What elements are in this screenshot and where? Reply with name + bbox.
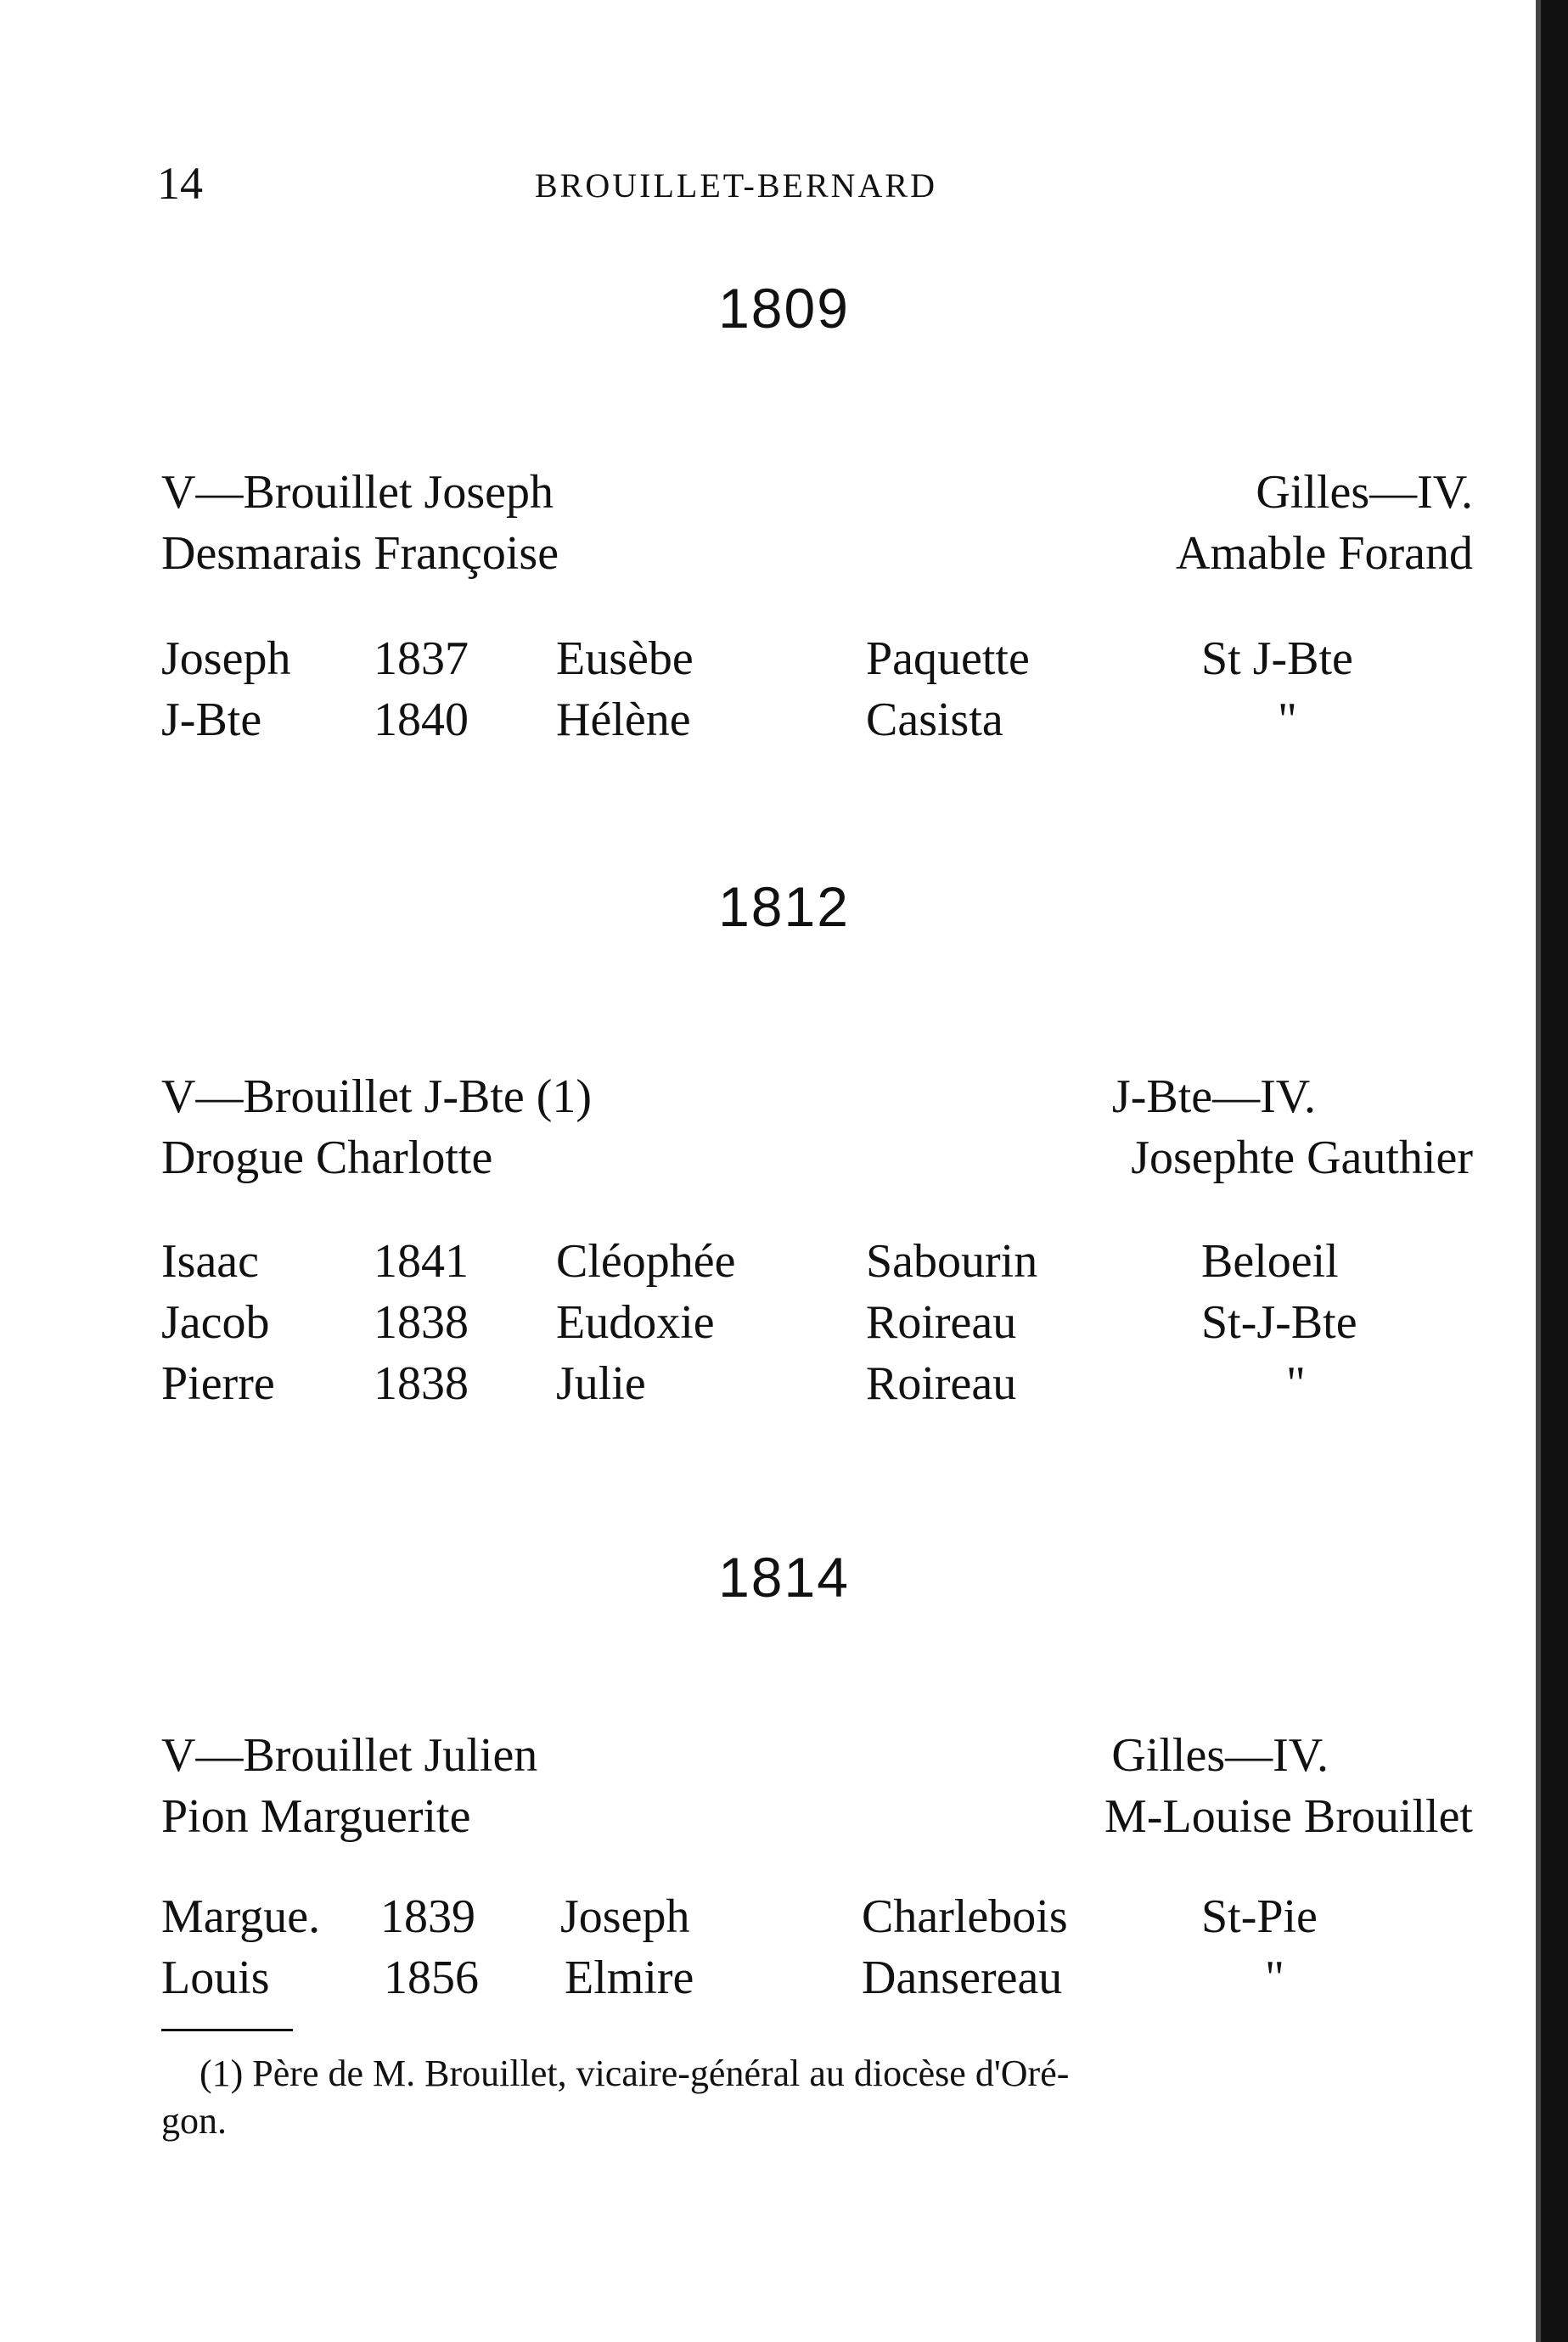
husband-name: V—Brouillet J-Bte (1) (161, 1070, 593, 1123)
child-name: Isaac (161, 1235, 260, 1288)
wife-row (161, 1127, 1473, 1188)
husband-row (161, 462, 1473, 523)
husband-father: J-Bte—IV. (1111, 1070, 1316, 1123)
child-row (161, 1292, 1473, 1353)
husband-father: Gilles—IV. (1256, 466, 1473, 519)
child-name: Pierre (161, 1357, 275, 1410)
wife-row (161, 1786, 1473, 1847)
children-list (161, 628, 1473, 750)
footnote-line: (1) Père de M. Brouillet, vicaire-général au diocèse d'Oré- (200, 2053, 1070, 2094)
child-row (161, 689, 1473, 750)
spouse-surname: Paquette (866, 632, 1030, 685)
children-list (161, 1231, 1473, 1414)
wife-parents: M-Louise Brouillet (1104, 1790, 1473, 1843)
couple-block (161, 1066, 1473, 1188)
footnote-rule (161, 2029, 293, 2031)
child-row (161, 1886, 1473, 1947)
page-number: 14 (157, 158, 203, 209)
spouse-surname: Charlebois (862, 1890, 1068, 1943)
wife-name: Desmarais Françoise (161, 527, 559, 580)
parish: St J-Bte (1201, 632, 1353, 685)
marriage-year: 1838 (374, 1296, 469, 1349)
spouse-name: Eusèbe (556, 632, 694, 685)
parish: " (1265, 1952, 1284, 2004)
wife-parents: Amable Forand (1176, 527, 1473, 580)
spouse-name: Elmire (565, 1952, 694, 2004)
section-year: 1809 (718, 277, 850, 340)
section-year: 1812 (718, 875, 850, 938)
wife-parents: Josephte Gauthier (1131, 1132, 1473, 1184)
spouse-name: Hélène (556, 694, 691, 746)
marriage-year: 1841 (374, 1235, 469, 1288)
husband-name: V—Brouillet Joseph (161, 466, 554, 519)
section-year: 1814 (718, 1546, 850, 1609)
spouse-surname: Dansereau (862, 1952, 1063, 2004)
wife-name: Drogue Charlotte (161, 1132, 493, 1184)
child-name: J-Bte (161, 694, 262, 746)
child-name: Jacob (161, 1296, 270, 1349)
spouse-surname: Sabourin (866, 1235, 1038, 1288)
spouse-surname: Casista (866, 694, 1003, 746)
page-edge-binding (1541, 0, 1568, 2342)
child-name: Margue. (161, 1890, 321, 1943)
husband-row (161, 1725, 1473, 1786)
marriage-year: 1840 (374, 694, 469, 746)
husband-row (161, 1066, 1473, 1127)
spouse-surname: Roireau (866, 1296, 1017, 1349)
spouse-surname: Roireau (866, 1357, 1017, 1410)
couple-block (161, 462, 1473, 584)
couple-block (161, 1725, 1473, 1847)
child-row (161, 1231, 1473, 1292)
footnote-line: gon. (161, 2100, 227, 2142)
parish: " (1278, 694, 1297, 746)
parish: " (1286, 1357, 1306, 1410)
husband-father: Gilles—IV. (1111, 1729, 1329, 1782)
running-title: BROUILLET-BERNARD (535, 166, 937, 205)
children-list (161, 1886, 1473, 2008)
parish: Beloeil (1201, 1235, 1339, 1288)
marriage-year: 1839 (380, 1890, 475, 1943)
spouse-name: Julie (556, 1357, 646, 1410)
marriage-year: 1856 (384, 1952, 479, 2004)
child-row (161, 628, 1473, 689)
parish: St-J-Bte (1201, 1296, 1357, 1349)
spouse-name: Joseph (560, 1890, 690, 1943)
footnote (161, 2050, 1473, 2145)
marriage-year: 1837 (374, 632, 469, 685)
page-header (157, 157, 1473, 216)
child-row (161, 1947, 1473, 2008)
wife-name: Pion Marguerite (161, 1790, 471, 1843)
child-name: Joseph (161, 632, 291, 685)
marriage-year: 1838 (374, 1357, 469, 1410)
wife-row (161, 523, 1473, 584)
spouse-name: Cléophée (556, 1235, 736, 1288)
parish: St-Pie (1201, 1890, 1318, 1943)
husband-name: V—Brouillet Julien (161, 1729, 538, 1782)
child-name: Louis (161, 1952, 270, 2004)
spouse-name: Eudoxie (556, 1296, 715, 1349)
child-row (161, 1353, 1473, 1414)
